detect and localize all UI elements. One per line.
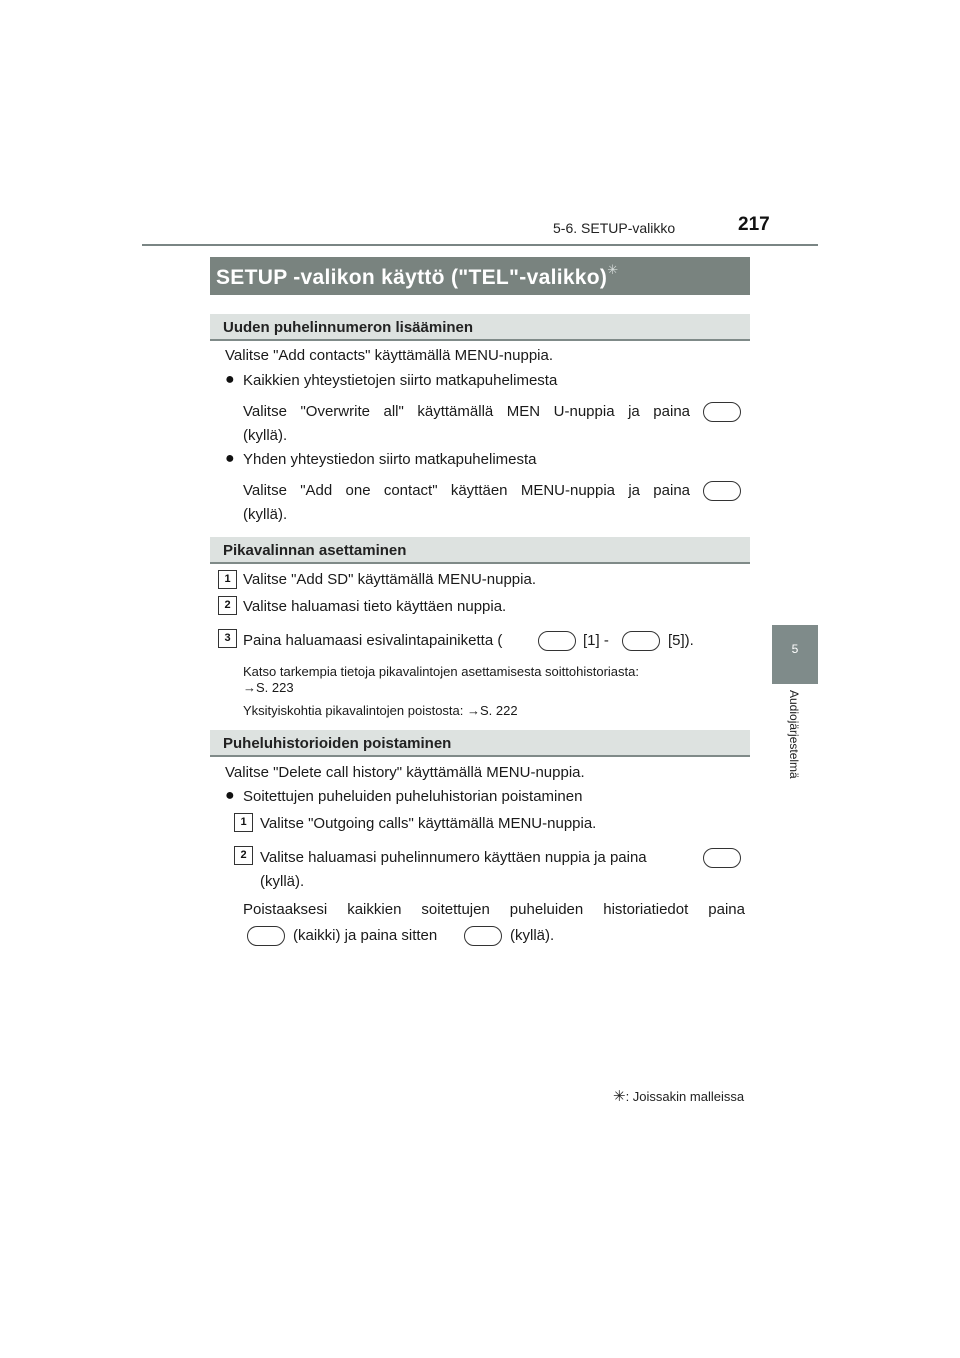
header-rule (142, 244, 818, 246)
footnote-text: : Joissakin malleissa (625, 1089, 745, 1104)
step-number-1: 1 (218, 570, 237, 589)
section1-bullet2-line2: (kyllä). (243, 506, 288, 523)
step-number-3: 3 (218, 629, 237, 648)
section2-step3-c: [5]). (668, 632, 694, 649)
section3-bullet1: Soitettujen puheluiden puheluhistorian poistaminen (243, 788, 583, 805)
yes-button-icon (703, 402, 741, 422)
step-number-2: 2 (218, 596, 237, 615)
section-heading-delete-history: Puheluhistorioiden poistaminen (223, 735, 452, 752)
yes-button-icon (464, 926, 502, 946)
preset-button-icon (622, 631, 660, 651)
section3-step1: Valitse "Outgoing calls" käyttämällä MENU-nuppia. (260, 815, 597, 832)
page-number: 217 (738, 214, 770, 235)
bullet-icon: ● (225, 371, 235, 388)
section1-bullet1-line2: (kyllä). (243, 427, 288, 444)
section3-delete-all-a: (kaikki) ja paina sitten (293, 927, 438, 944)
section2-step3-b: [1] - (583, 632, 609, 649)
section1-bullet1-line1: Valitse "Overwrite all" käyttämällä MEN U-nuppia ja paina (243, 403, 690, 420)
chapter-label: Audiojärjestelmä (787, 690, 801, 779)
section-heading-speed-dial: Pikavalinnan asettaminen (223, 542, 407, 559)
step-number-2: 2 (234, 846, 253, 865)
section3-step2-line1: Valitse haluamasi puhelinnumero käyttäen nuppia ja paina (260, 849, 647, 866)
yes-button-icon (703, 481, 741, 501)
section1-bullet1: Kaikkien yhteystietojen siirto matkapuhelimesta (243, 372, 558, 389)
section-heading-add-number: Uuden puhelinnumeron lisääminen (223, 319, 474, 336)
section3-step2-line2: (kyllä). (260, 873, 305, 890)
bullet-icon: ● (225, 450, 235, 467)
section1-intro: Valitse "Add contacts" käyttämällä MENU-nuppia. (225, 347, 554, 364)
asterisk-icon: ✳ (613, 1088, 626, 1105)
page-title-text: SETUP -valikon käyttö ("TEL"-valikko) (216, 266, 608, 289)
section1-bullet2: Yhden yhteystiedon siirto matkapuhelimesta (243, 451, 537, 468)
section2-step2: Valitse haluamasi tieto käyttäen nuppia. (243, 598, 507, 615)
asterisk-icon: ✳ (607, 262, 619, 277)
section2-note1-line2: →S. 223 (243, 680, 294, 695)
section1-bullet2-line1: Valitse "Add one contact" käyttäen MENU-nuppia ja paina (243, 482, 690, 499)
step-number-1: 1 (234, 813, 253, 832)
section3-delete-all-line1: Poistaaksesi kaikkien soitettujen puheluiden historiatiedot paina (243, 901, 745, 918)
footnote (613, 1087, 744, 1105)
preset-button-icon (538, 631, 576, 651)
chapter-number: 5 (791, 642, 799, 656)
yes-button-icon (703, 848, 741, 868)
bullet-icon: ● (225, 787, 235, 804)
section3-delete-all-b: (kyllä). (510, 927, 555, 944)
all-button-icon (247, 926, 285, 946)
section3-intro: Valitse "Delete call history" käyttämällä MENU-nuppia. (225, 764, 585, 781)
header-section-title: 5-6. SETUP-valikko (553, 220, 676, 236)
page-title (216, 262, 618, 290)
section2-step3-a: Paina haluamaasi esivalintapainiketta ( (243, 632, 503, 649)
section2-step1: Valitse "Add SD" käyttämällä MENU-nuppia. (243, 571, 536, 588)
section2-note2: Yksityiskohtia pikavalintojen poistosta: →S. 222 (243, 703, 518, 718)
section2-note1-line1: Katso tarkempia tietoja pikavalintojen asettamisesta soittohistoriasta: (243, 664, 639, 679)
